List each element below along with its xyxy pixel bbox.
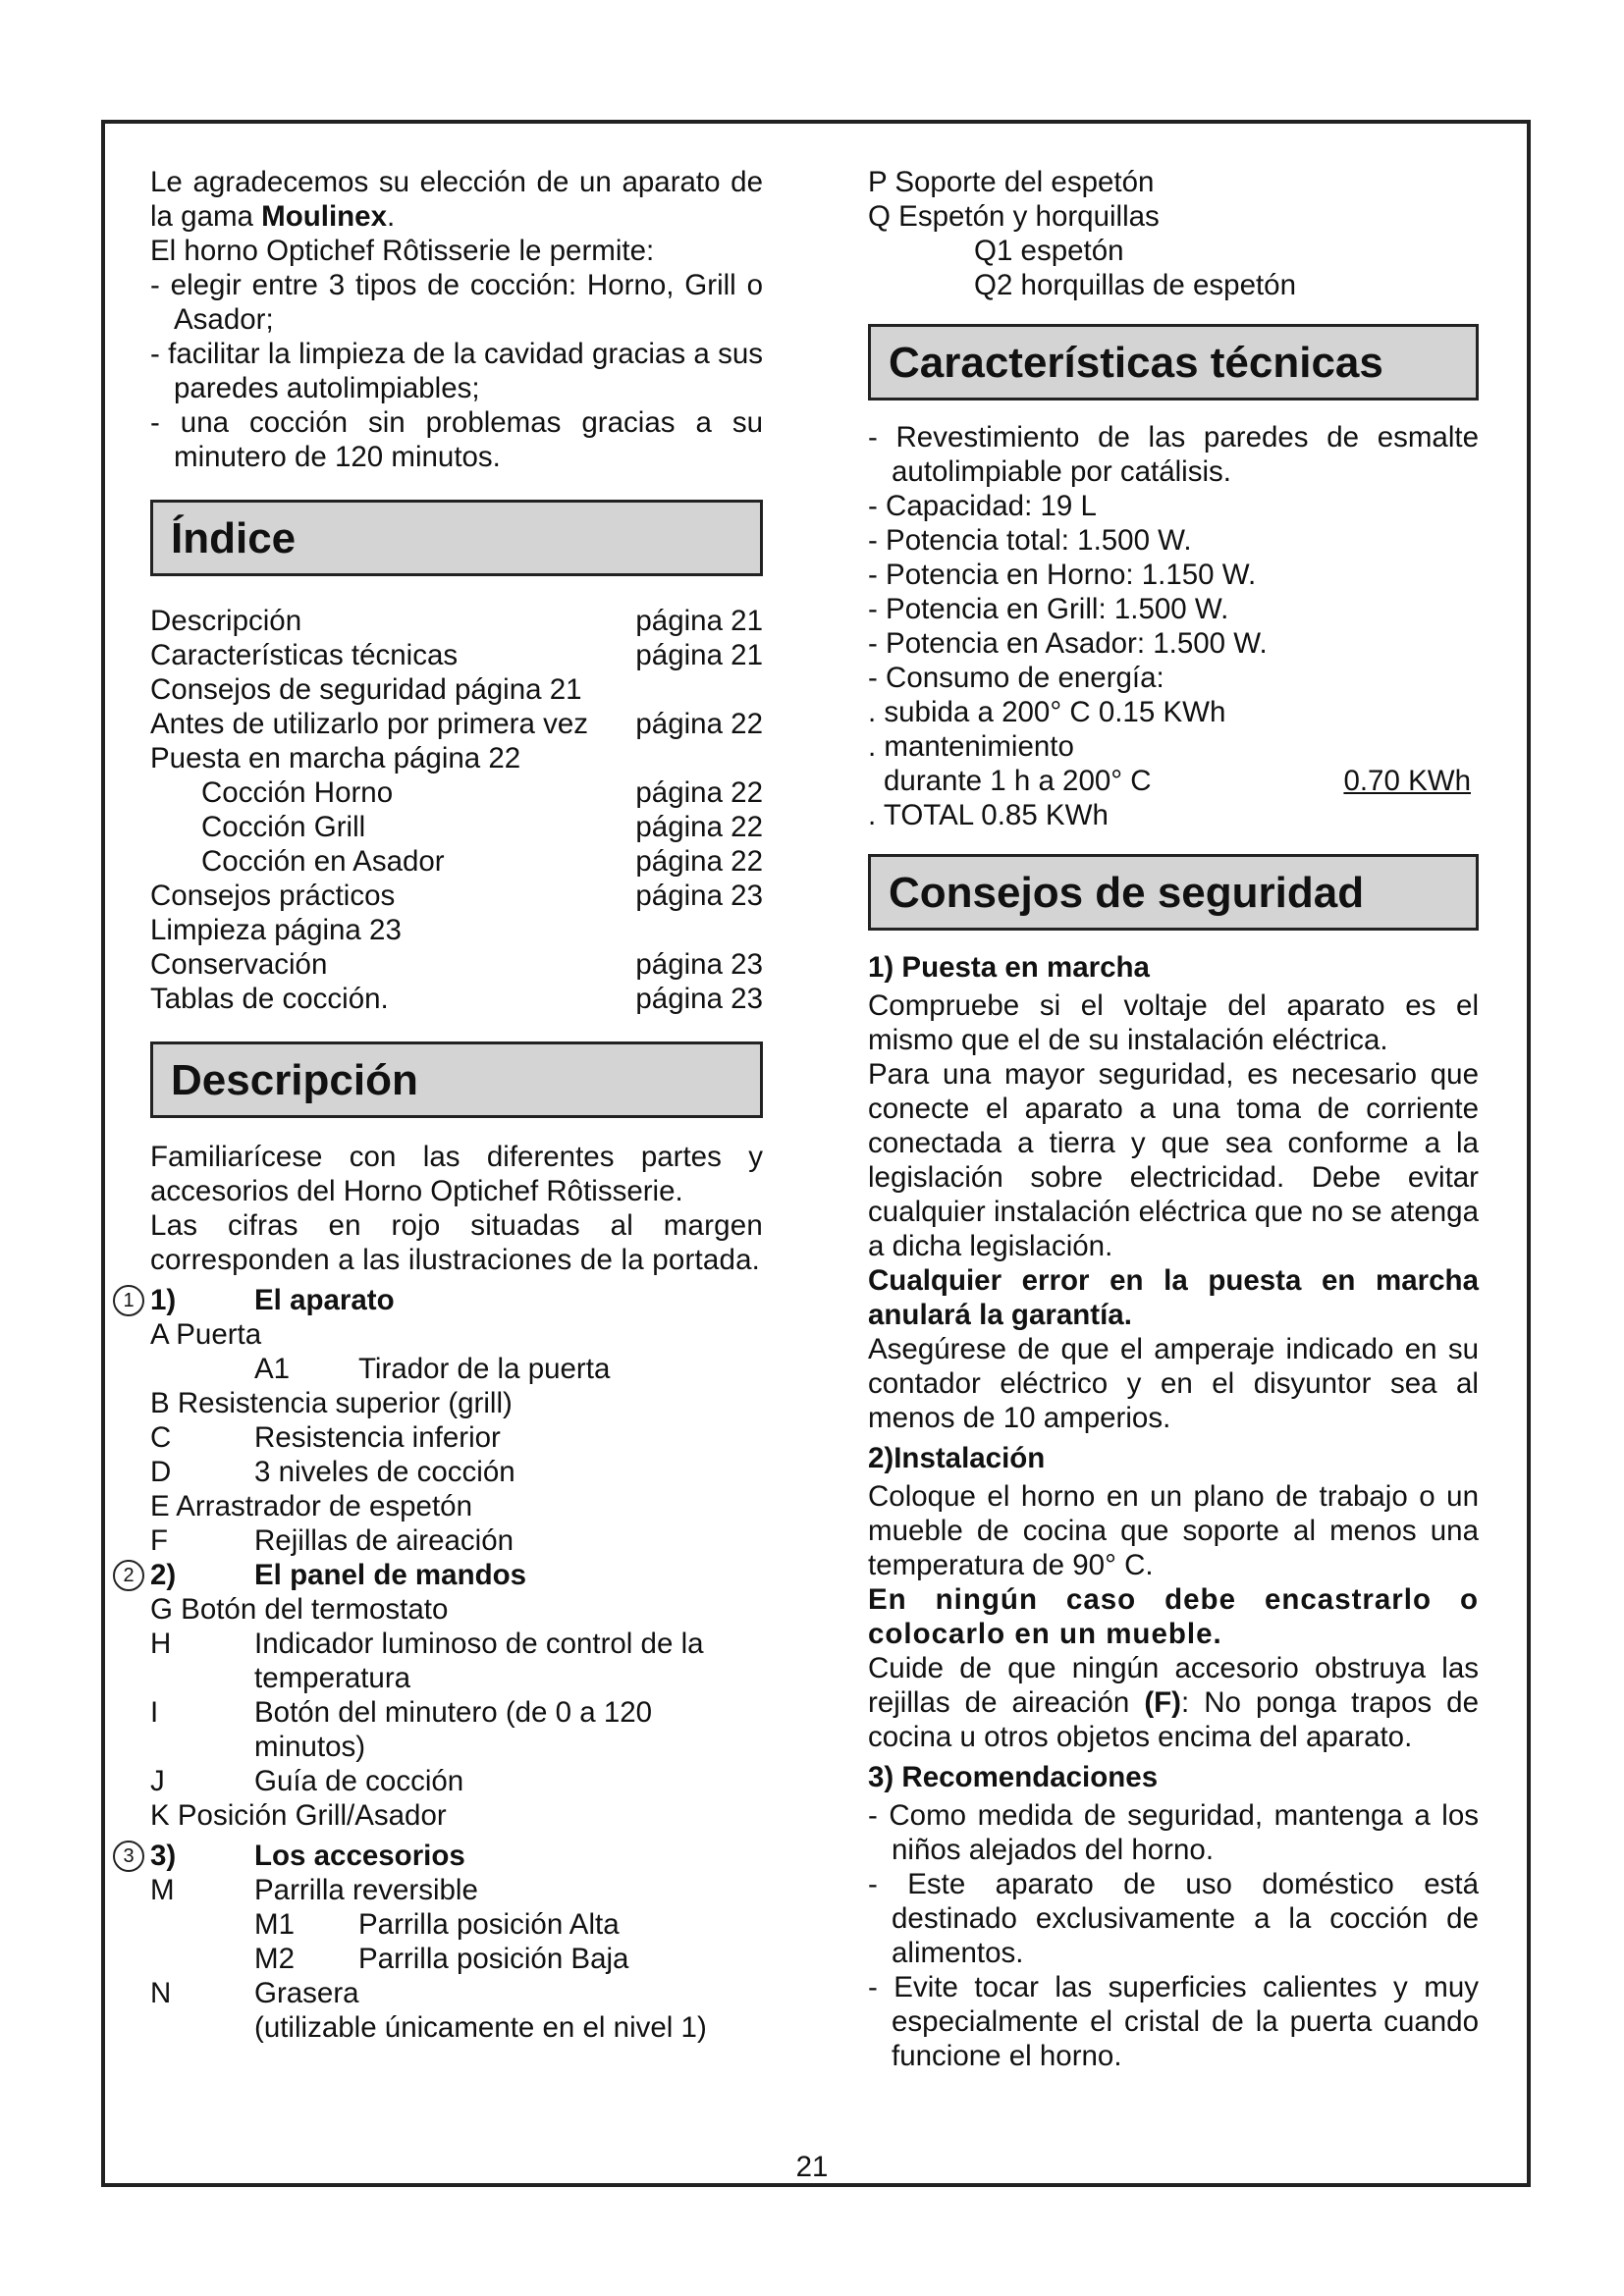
part-a: A Puerta — [150, 1318, 262, 1351]
part-k: K Posición Grill/Asador — [150, 1799, 447, 1832]
toc-row[interactable]: Cocción Grill página 22 — [201, 811, 763, 843]
seguridad-paragraph: Compruebe si el voltaje del aparato es el mismo que el de su instalación eléctrica. — [868, 989, 1479, 1056]
part-q: Q Espetón y horquillas — [868, 200, 1160, 233]
part-h: H Indicador luminoso de control de la temperatura — [150, 1628, 704, 1694]
intro-paragraph: Le agradecemos su elección de un aparato de la gama Moulinex. — [150, 166, 763, 233]
part-f: F Rejillas de aireación — [150, 1524, 514, 1557]
seguridad-paragraph: Cuide de que ningún accesorio obstruya las rejillas de aireación (F): No ponga trapos de cocina u otros objetos encima del aparato. — [868, 1652, 1479, 1753]
toc-row[interactable]: Descripción página 21 — [150, 605, 763, 637]
seguridad-paragraph: Coloque el horno en un plano de trabajo o un mueble de cocina que soporte al menos una temperatura de 90° C. — [868, 1480, 1479, 1581]
energy-line: . subida a 200° C 0.15 KWh — [868, 696, 1226, 728]
part-q1: Q1 espetón — [974, 235, 1124, 267]
subheading-puesta: 1) Puesta en marcha — [868, 951, 1150, 984]
toc-row[interactable]: Conservación página 23 — [150, 948, 763, 981]
toc-row[interactable]: Puesta en marcha página 22 — [150, 742, 521, 774]
intro-lead: El horno Optichef Rôtisserie le permite: — [150, 235, 655, 267]
intro-bullet: - facilitar la limpieza de la cavidad gracias a sus paredes autolimpiables; — [150, 338, 763, 404]
part-a1: A1 Tirador de la puerta — [254, 1353, 611, 1385]
spec-item: - Potencia en Horno: 1.150 W. — [868, 559, 1257, 591]
spec-item: - Potencia en Grill: 1.500 W. — [868, 593, 1229, 625]
part-m2: M2 Parrilla posición Baja — [254, 1943, 629, 1975]
recommendation-item: - Evite tocar las superficies calientes y muy especialmente el cristal de la puerta cuando funcione el horno. — [868, 1971, 1479, 2072]
part-q2: Q2 horquillas de espetón — [974, 269, 1297, 301]
section-panel: 2 2) El panel de mandos — [150, 1558, 763, 1592]
spec-item: - Potencia total: 1.500 W. — [868, 524, 1192, 557]
installation-warning: En ningún caso debe encastrarlo o colocarlo en un mueble. — [868, 1583, 1479, 1650]
figure-number-3: 3 — [113, 1841, 144, 1872]
toc-row[interactable]: Consejos de seguridad página 21 — [150, 673, 582, 706]
intro-bullet: - elegir entre 3 tipos de cocción: Horno, Grill o Asador; — [150, 269, 763, 336]
recommendation-item: - Como medida de seguridad, mantenga a los niños alejados del horno. — [868, 1799, 1479, 1866]
left-column — [123, 165, 763, 2045]
part-e: E Arrastrador de espetón — [150, 1490, 472, 1522]
toc-row[interactable]: Antes de utilizarlo por primera vez página 22 — [150, 708, 763, 740]
figure-number-2: 2 — [113, 1560, 144, 1591]
energy-line: . mantenimiento — [868, 730, 1074, 763]
descripcion-intro: Familiarícese con las diferentes partes y accesorios del Horno Optichef Rôtisserie. — [150, 1141, 763, 1207]
spec-item: - Revestimiento de las paredes de esmalte autolimpiable por catálisis. — [868, 421, 1479, 488]
spec-item: - Capacidad: 19 L — [868, 490, 1097, 522]
part-m: M Parrilla reversible — [150, 1874, 478, 1906]
toc-row[interactable]: Limpieza página 23 — [150, 914, 402, 946]
table-of-contents — [150, 604, 763, 1016]
toc-row[interactable]: Cocción Horno página 22 — [201, 776, 763, 809]
seguridad-paragraph: Para una mayor seguridad, es necesario que conecte el aparato a una toma de corriente conectada a tierra y que sea conforme a la legislación sobre electricidad. Debe evitar cualquier instalación eléctrica que no se atenga a dicha legislación. — [868, 1058, 1479, 1262]
energy-total: . TOTAL 0.85 KWh — [868, 799, 1109, 831]
toc-row[interactable]: Cocción en Asador página 22 — [201, 845, 763, 878]
part-i: I Botón del minutero (de 0 a 120 minutos) — [150, 1696, 653, 1763]
brand-name: Moulinex — [261, 200, 387, 233]
descripcion-heading: Descripción — [150, 1041, 763, 1118]
energy-line: durante 1 h a 200° C 0.70 KWh — [884, 765, 1471, 797]
toc-row[interactable]: Consejos prácticos página 23 — [150, 880, 763, 912]
warranty-warning: Cualquier error en la puesta en marcha anulará la garantía. — [868, 1264, 1479, 1331]
descripcion-note: Las cifras en rojo situadas al margen corresponden a las ilustraciones de la portada. — [150, 1209, 763, 1276]
part-c: C Resistencia inferior — [150, 1421, 501, 1454]
part-j: J Guía de cocción — [150, 1765, 464, 1797]
right-column — [868, 165, 1479, 2073]
part-b: B Resistencia superior (grill) — [150, 1387, 513, 1419]
figure-number-1: 1 — [113, 1285, 144, 1316]
part-n-note: (utilizable únicamente en el nivel 1) — [254, 2011, 707, 2044]
recommendation-item: - Este aparato de uso doméstico está destinado exclusivamente a la cocción de alimentos. — [868, 1868, 1479, 1969]
specs-list — [868, 420, 1479, 832]
part-p: P Soporte del espetón — [868, 166, 1155, 198]
spec-item: - Consumo de energía: — [868, 662, 1164, 694]
part-d: D 3 niveles de cocción — [150, 1456, 515, 1488]
seguridad-paragraph: Asegúrese de que el amperaje indicado en su contador eléctrico y en el disyuntor sea al menos de 10 amperios. — [868, 1333, 1479, 1434]
toc-row[interactable]: Tablas de cocción. página 23 — [150, 983, 763, 1015]
section-accesorios: 3 3) Los accesorios — [150, 1839, 763, 1873]
part-m1: M1 Parrilla posición Alta — [254, 1908, 620, 1941]
toc-row[interactable]: Características técnicas página 21 — [150, 639, 763, 671]
indice-heading: Índice — [150, 500, 763, 576]
caracteristicas-heading: Características técnicas — [868, 324, 1479, 400]
spec-item: - Potencia en Asador: 1.500 W. — [868, 627, 1268, 660]
intro-bullet: - una cocción sin problemas gracias a su minutero de 120 minutos. — [150, 406, 763, 473]
page-number: 21 — [795, 2151, 829, 2183]
part-n: N Grasera — [150, 1977, 359, 2009]
subheading-instalacion: 2)Instalación — [868, 1442, 1046, 1474]
subheading-recomendaciones: 3) Recomendaciones — [868, 1761, 1159, 1793]
part-g: G Botón del termostato — [150, 1593, 449, 1626]
seguridad-heading: Consejos de seguridad — [868, 854, 1479, 931]
section-aparato: 1 1) El aparato — [150, 1283, 763, 1317]
